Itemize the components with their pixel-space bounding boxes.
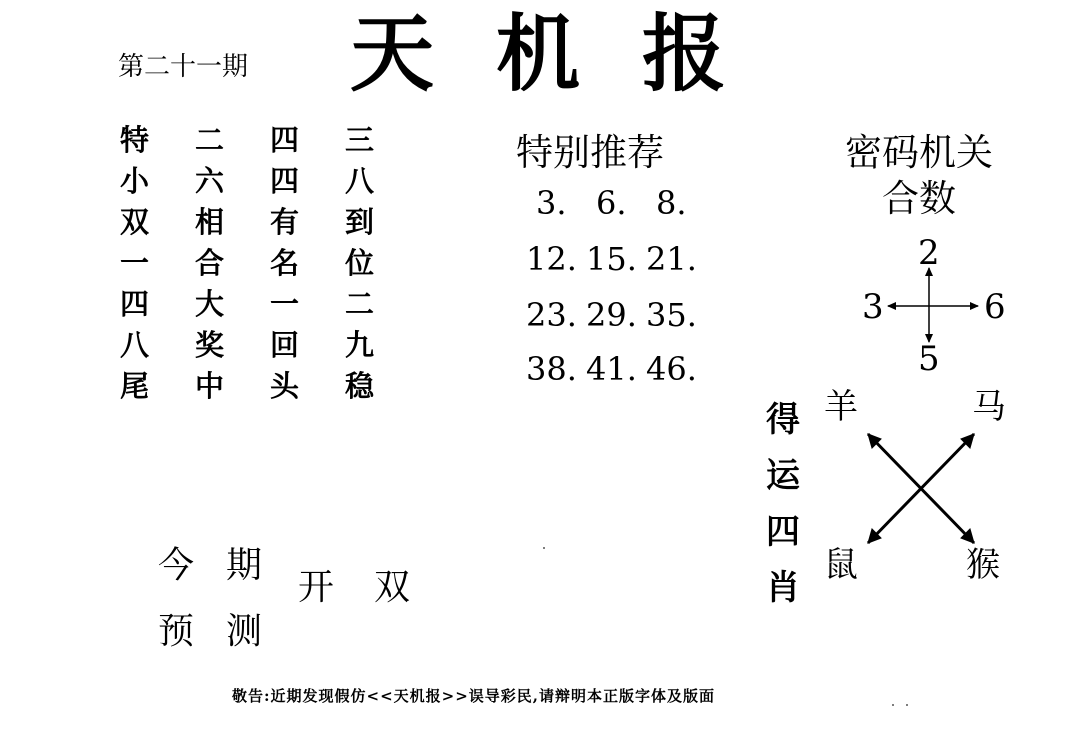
verse-cell: 一: [270, 287, 300, 321]
footer-notice: 敬告:近期发现假仿<<天机报>>误导彩民,请辩明本正版字体及版面: [232, 687, 716, 705]
speck: [892, 704, 894, 706]
verse-cell: 二: [195, 123, 225, 157]
verse-cell: 四: [270, 123, 300, 157]
recommend-number: 12.: [526, 240, 577, 278]
predict-result-char: 开: [298, 567, 335, 608]
verse-cell: 奖: [195, 328, 225, 362]
zodiac-bottom-right: 猴: [966, 545, 1000, 585]
zodiac-top-right: 马: [972, 387, 1006, 427]
recommend-number: 41.: [586, 350, 637, 388]
verse-cell: 特: [120, 123, 150, 157]
code-title: 密码机关: [845, 131, 993, 174]
recommend-number: 29.: [586, 296, 637, 334]
verse-cell: 回: [270, 328, 300, 362]
recommend-number: 38.: [526, 350, 577, 388]
verse-cell: 一: [120, 246, 150, 280]
code-right-number: 6: [984, 287, 1006, 327]
verse-cell: 中: [195, 369, 225, 403]
speck: [906, 704, 908, 706]
verse-cell: 三: [345, 123, 375, 157]
predict-label-char: 今: [158, 545, 195, 586]
verse-cell: 八: [345, 164, 375, 198]
verse-cell: 双: [120, 205, 150, 239]
recommend-number: 46.: [646, 350, 697, 388]
recommend-number: 23.: [526, 296, 577, 334]
verse-cell: 九: [345, 328, 375, 362]
recommend-title: 特别推荐: [516, 131, 664, 174]
verse-cell: 头: [270, 369, 300, 403]
recommend-number: 35.: [646, 296, 697, 334]
zodiac-bottom-left: 鼠: [824, 545, 858, 585]
verse-cell: 小: [120, 164, 150, 198]
code-left-number: 3: [862, 287, 884, 327]
recommend-number: 21.: [646, 240, 697, 278]
recommend-number: 8.: [656, 184, 687, 222]
predict-label-char: 预: [158, 611, 195, 652]
verse-cell: 有: [270, 205, 300, 239]
verse-cell: 大: [195, 287, 225, 321]
verse-cell: 到: [345, 205, 375, 239]
recommend-number: 3.: [536, 184, 567, 222]
speck: [543, 547, 545, 549]
verse-cell: 稳: [345, 369, 375, 403]
verse-cell: 四: [270, 164, 300, 198]
verse-cell: 二: [345, 287, 375, 321]
zodiac-top-left: 羊: [824, 387, 858, 427]
predict-result-char: 双: [374, 567, 411, 608]
verse-cell: 合: [195, 246, 225, 280]
code-subtitle: 合数: [882, 177, 956, 220]
code-bottom-number: 5: [918, 339, 940, 379]
verse-cell: 尾: [120, 369, 150, 403]
recommend-number: 6.: [596, 184, 627, 222]
verse-cell: 八: [120, 328, 150, 362]
verse-cell: 名: [270, 246, 300, 280]
predict-label-char: 测: [226, 611, 263, 652]
issue-number: 第二十一期: [118, 52, 249, 82]
predict-label-char: 期: [226, 545, 263, 586]
verse-cell: 四: [120, 287, 150, 321]
fortune-label: 得运四肖: [766, 400, 800, 608]
code-top-number: 2: [918, 233, 940, 273]
cross-arrows: [888, 268, 978, 342]
x-arrows: [868, 434, 974, 543]
page-title: 天机报: [350, 4, 789, 103]
verse-cell: 位: [345, 246, 375, 280]
verse-cell: 相: [195, 205, 225, 239]
recommend-number: 15.: [586, 240, 637, 278]
verse-cell: 六: [195, 164, 225, 198]
